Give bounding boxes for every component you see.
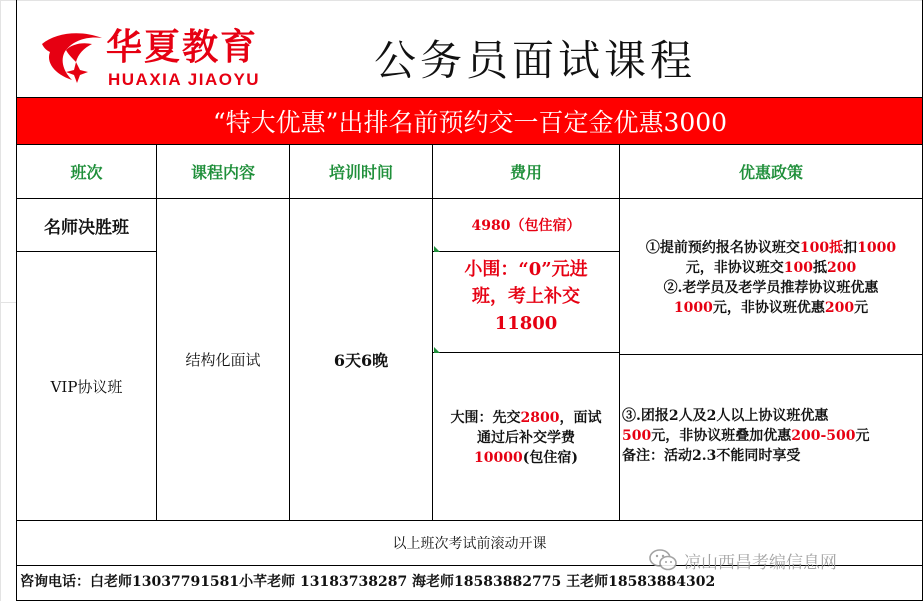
watermark-text: 凉山西昌考编信息网: [684, 552, 837, 573]
policy-line: 1000元，非协议班优惠200元: [673, 300, 869, 316]
policy-note: 备注：活动2.3不能同时享受: [622, 448, 801, 464]
policy-block-2: [622, 406, 920, 470]
schedule-note: 以上班次考试前滚动开课: [392, 536, 547, 552]
fee-small-range-line: 班，考上补交: [472, 286, 580, 307]
table-border: [433, 352, 620, 353]
table-border: [433, 251, 620, 252]
header-policy: 优惠政策: [738, 163, 803, 182]
logo-mark-icon: [36, 28, 108, 88]
fee-small-range: [433, 256, 619, 348]
logo-english-text: HUAXIA JIAOYU: [108, 70, 261, 89]
policy-line: ③.团报2人及2人以上协议班优惠: [622, 408, 829, 424]
gridline: [0, 0, 923, 1]
watermark: [648, 545, 918, 575]
fee-big-range: [433, 408, 619, 472]
header-class: 班次: [70, 163, 103, 182]
fee-small-range-line: 小围：“0”元进: [464, 259, 588, 280]
policy-line: ②.老学员及老学员推荐协议班优惠: [663, 280, 879, 296]
fee-small-range-line: 11800: [494, 313, 558, 334]
course-duration: 6天6晚: [333, 351, 389, 370]
course-content: 结构化面试: [185, 351, 261, 369]
logo: [36, 22, 286, 94]
policy-line: 元，非协议班交100抵200: [685, 260, 857, 276]
fee-big-range-line: 大围：先交2800，面试: [450, 410, 602, 426]
class-name-vip: VIP协议班: [50, 377, 123, 396]
wechat-icon: [648, 548, 678, 572]
gridline: [0, 0, 1, 601]
class-name-mingshi: 名师决胜班: [44, 217, 129, 238]
policy-line: 500元，非协议班叠加优惠200-500元: [622, 428, 870, 444]
gridline: [0, 302, 16, 303]
header-fee: 费用: [509, 163, 542, 182]
table-border: [17, 97, 923, 98]
policy-block-1: [620, 238, 922, 318]
fee-big-range-line: 通过后补交学费: [477, 430, 575, 446]
table-border: [619, 144, 620, 520]
fee-mingshi: 4980（包住宿）: [471, 218, 581, 234]
header-duration: 培训时间: [328, 163, 393, 182]
logo-chinese-text: 华夏教育: [106, 27, 259, 68]
page-title: 公务员面试课程: [373, 36, 696, 85]
policy-line: ①提前预约报名协议班交100抵扣1000: [645, 240, 897, 256]
fee-big-range-line: 10000(包住宿): [474, 450, 578, 466]
table-border: [620, 354, 923, 355]
contact-info: 咨询电话：白老师13037791581小芊老师 13183738287 海老师18583882775 王老师18583884302: [20, 574, 716, 590]
promo-banner: “特大优惠”出排名前预约交一百定金优惠3000: [17, 98, 923, 144]
header-content: 课程内容: [190, 163, 255, 182]
